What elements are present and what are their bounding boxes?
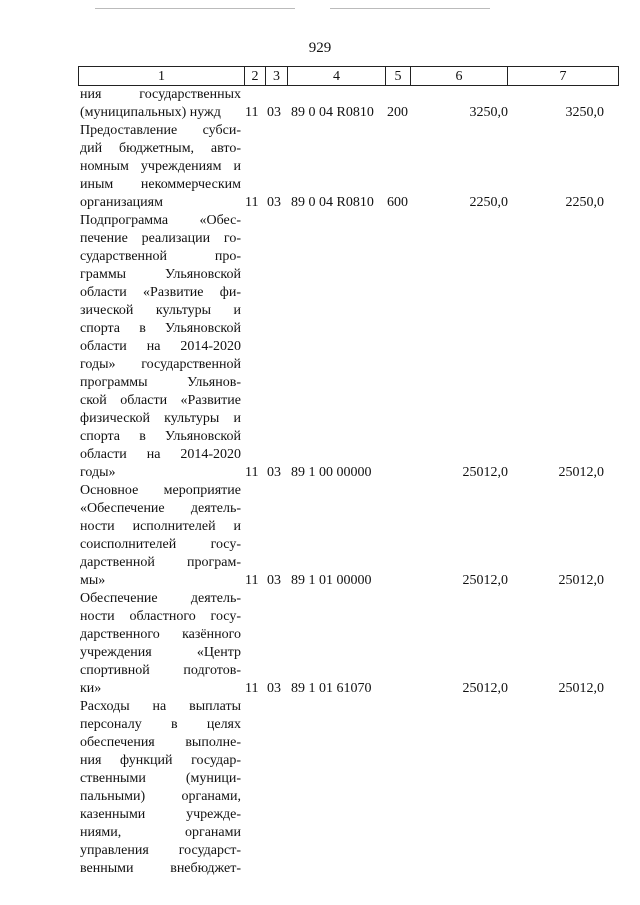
row-description (80, 122, 241, 212)
description-line: области на 2014-2020 (80, 447, 241, 462)
description-line: учреждения «Центр (80, 645, 241, 660)
description-line: ской области «Развитие (80, 393, 241, 408)
column-header-row (79, 67, 619, 86)
description-line: граммы Ульяновской (80, 267, 241, 282)
description-line: дарственной програм- (80, 555, 241, 570)
description-line: номным учреждениям и (80, 159, 241, 174)
amount-col-7: 25012,0 (558, 465, 604, 480)
description-line: сударственной про- (80, 249, 241, 264)
description-line: физической культуры и (80, 411, 241, 426)
section-code: 11 (245, 105, 259, 120)
column-header-5: 5 (386, 67, 411, 86)
row-description (80, 212, 241, 482)
description-line: ния государственных (80, 87, 241, 102)
description-line: Подпрограмма «Обес- (80, 213, 241, 228)
row-description (80, 86, 241, 122)
target-article-code: 89 1 01 00000 (291, 573, 372, 588)
description-line: печение реализации го- (80, 231, 241, 246)
section-code: 11 (245, 465, 259, 480)
amount-col-7: 2250,0 (565, 195, 604, 210)
description-line: соисполнителей госу- (80, 537, 241, 552)
description-line: венными внебюджет- (80, 861, 241, 876)
amount-col-7: 25012,0 (558, 573, 604, 588)
section-code: 11 (245, 195, 259, 210)
description-line: иным некоммерческим (80, 177, 241, 192)
description-line: ности областного госу- (80, 609, 241, 624)
target-article-code: 89 1 01 61070 (291, 681, 372, 696)
amount-col-6: 25012,0 (462, 681, 508, 696)
description-line: ственными (муници- (80, 771, 241, 786)
page-number: 929 (308, 40, 332, 56)
description-line: пальными) органами, (80, 789, 241, 804)
amount-col-6: 25012,0 (462, 573, 508, 588)
description-line: спорта в Ульяновской (80, 429, 241, 444)
row-description (80, 482, 241, 590)
column-header-table (78, 66, 619, 86)
subsection-code: 03 (267, 465, 281, 480)
subsection-code: 03 (267, 573, 281, 588)
description-line: области на 2014-2020 (80, 339, 241, 354)
description-line: спортивной подготов- (80, 663, 241, 678)
description-line: Расходы на выплаты (80, 699, 241, 714)
description-line: (муниципальных) нужд (80, 105, 221, 120)
amount-col-7: 25012,0 (558, 681, 604, 696)
section-code: 11 (245, 573, 259, 588)
description-line: Предоставление субси- (80, 123, 241, 138)
column-header-1: 1 (79, 67, 245, 86)
column-header-3: 3 (266, 67, 288, 86)
description-line: Обеспечение деятель- (80, 591, 241, 606)
expense-type-code: 600 (387, 195, 408, 210)
description-line: годы» (80, 465, 116, 480)
amount-col-7: 3250,0 (565, 105, 604, 120)
scan-artifact (330, 8, 490, 9)
description-line: Основное мероприятие (80, 483, 241, 498)
amount-col-6: 3250,0 (469, 105, 508, 120)
section-code: 11 (245, 681, 259, 696)
row-description (80, 590, 241, 698)
scan-artifact (95, 8, 295, 9)
target-article-code: 89 1 00 00000 (291, 465, 372, 480)
description-line: дий бюджетным, авто- (80, 141, 241, 156)
subsection-code: 03 (267, 105, 281, 120)
amount-col-6: 25012,0 (462, 465, 508, 480)
description-line: программы Ульянов- (80, 375, 241, 390)
description-line: ки» (80, 681, 102, 696)
column-header-6: 6 (411, 67, 508, 86)
description-line: спорта в Ульяновской (80, 321, 241, 336)
description-line: организациям (80, 195, 163, 210)
target-article-code: 89 0 04 R0810 (291, 195, 374, 210)
description-line: ниями, органами (80, 825, 241, 840)
description-line: ности исполнителей и (80, 519, 241, 534)
column-header-2: 2 (245, 67, 266, 86)
description-line: казенными учрежде- (80, 807, 241, 822)
description-line: «Обеспечение деятель- (80, 501, 241, 516)
column-header-7: 7 (508, 67, 619, 86)
expense-type-code: 200 (387, 105, 408, 120)
description-line: управления государст- (80, 843, 241, 858)
description-line: области «Развитие фи- (80, 285, 241, 300)
column-header-4: 4 (288, 67, 386, 86)
row-description (80, 698, 241, 878)
description-line: ния функций государ- (80, 753, 241, 768)
description-line: персоналу в целях (80, 717, 241, 732)
description-line: годы» государственной (80, 357, 241, 372)
description-line: обеспечения выполне- (80, 735, 241, 750)
description-line: зической культуры и (80, 303, 241, 318)
amount-col-6: 2250,0 (469, 195, 508, 210)
target-article-code: 89 0 04 R0810 (291, 105, 374, 120)
subsection-code: 03 (267, 195, 281, 210)
description-line: мы» (80, 573, 106, 588)
description-line: дарственного казённого (80, 627, 241, 642)
subsection-code: 03 (267, 681, 281, 696)
